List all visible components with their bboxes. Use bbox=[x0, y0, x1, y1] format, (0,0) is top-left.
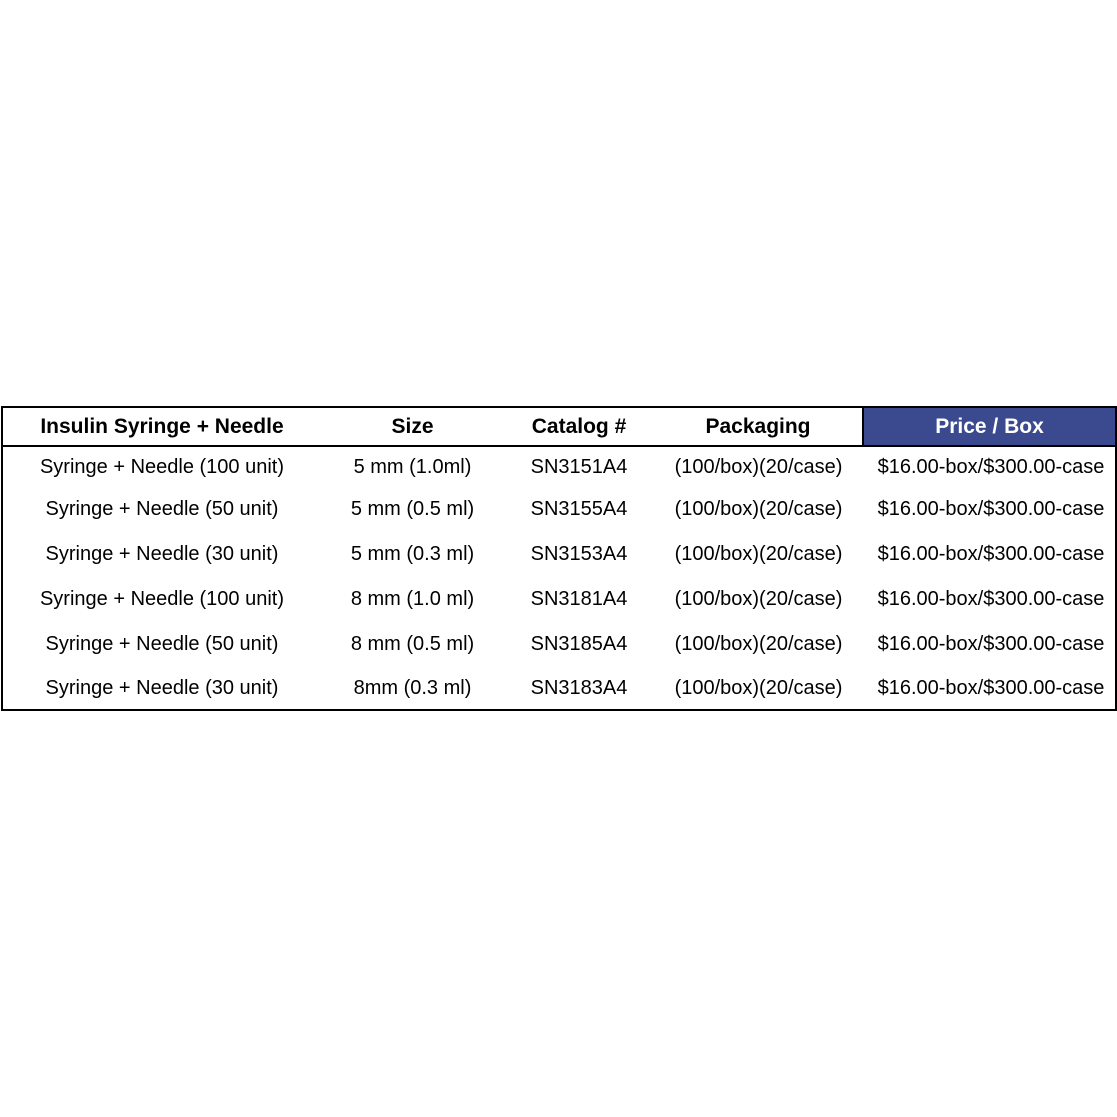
product-price-table bbox=[1, 406, 1117, 711]
cell-product: Syringe + Needle (100 unit) bbox=[39, 455, 285, 478]
table-row bbox=[3, 532, 1115, 577]
table-header-row bbox=[3, 408, 1115, 446]
cell-price: $16.00-box/$300.00-case bbox=[877, 543, 1105, 565]
cell-price: $16.00-box/$300.00-case bbox=[877, 455, 1105, 478]
column-header-product: Insulin Syringe + Needle bbox=[3, 408, 321, 446]
cell-price: $16.00-box/$300.00-case bbox=[877, 498, 1105, 520]
cell-product: Syringe + Needle (30 unit) bbox=[45, 676, 279, 699]
cell-size: 8 mm (1.0 ml) bbox=[350, 588, 475, 610]
cell-catalog: SN3185A4 bbox=[530, 633, 628, 655]
column-header-size: Size bbox=[321, 408, 504, 446]
cell-catalog: SN3155A4 bbox=[530, 498, 628, 520]
cell-product: Syringe + Needle (50 unit) bbox=[45, 633, 279, 655]
product-table-grid bbox=[3, 408, 1115, 709]
cell-catalog: SN3183A4 bbox=[530, 676, 628, 699]
cell-packaging: (100/box)(20/case) bbox=[674, 676, 843, 699]
column-header-catalog: Catalog # bbox=[504, 408, 654, 446]
cell-packaging: (100/box)(20/case) bbox=[674, 588, 843, 610]
cell-catalog: SN3151A4 bbox=[530, 455, 628, 478]
cell-size: 5 mm (0.5 ml) bbox=[350, 498, 475, 520]
cell-product: Syringe + Needle (100 unit) bbox=[39, 588, 285, 610]
cell-size: 8 mm (0.5 ml) bbox=[350, 633, 475, 655]
cell-packaging: (100/box)(20/case) bbox=[674, 543, 843, 565]
cell-catalog: SN3181A4 bbox=[530, 588, 628, 610]
table-row bbox=[3, 487, 1115, 532]
cell-size: 8mm (0.3 ml) bbox=[353, 676, 472, 699]
cell-price: $16.00-box/$300.00-case bbox=[877, 588, 1105, 610]
cell-packaging: (100/box)(20/case) bbox=[674, 633, 843, 655]
cell-price: $16.00-box/$300.00-case bbox=[877, 633, 1105, 655]
table-row bbox=[3, 667, 1115, 709]
cell-product: Syringe + Needle (50 unit) bbox=[45, 498, 279, 520]
table-row bbox=[3, 446, 1115, 487]
cell-price: $16.00-box/$300.00-case bbox=[877, 676, 1105, 699]
column-header-packaging: Packaging bbox=[654, 408, 863, 446]
cell-packaging: (100/box)(20/case) bbox=[674, 498, 843, 520]
table-row bbox=[3, 577, 1115, 622]
column-header-price: Price / Box bbox=[863, 408, 1115, 446]
table-row bbox=[3, 622, 1115, 667]
cell-packaging: (100/box)(20/case) bbox=[674, 455, 843, 478]
cell-catalog: SN3153A4 bbox=[530, 543, 628, 565]
cell-size: 5 mm (0.3 ml) bbox=[350, 543, 475, 565]
cell-size: 5 mm (1.0ml) bbox=[353, 455, 472, 478]
cell-product: Syringe + Needle (30 unit) bbox=[45, 543, 279, 565]
